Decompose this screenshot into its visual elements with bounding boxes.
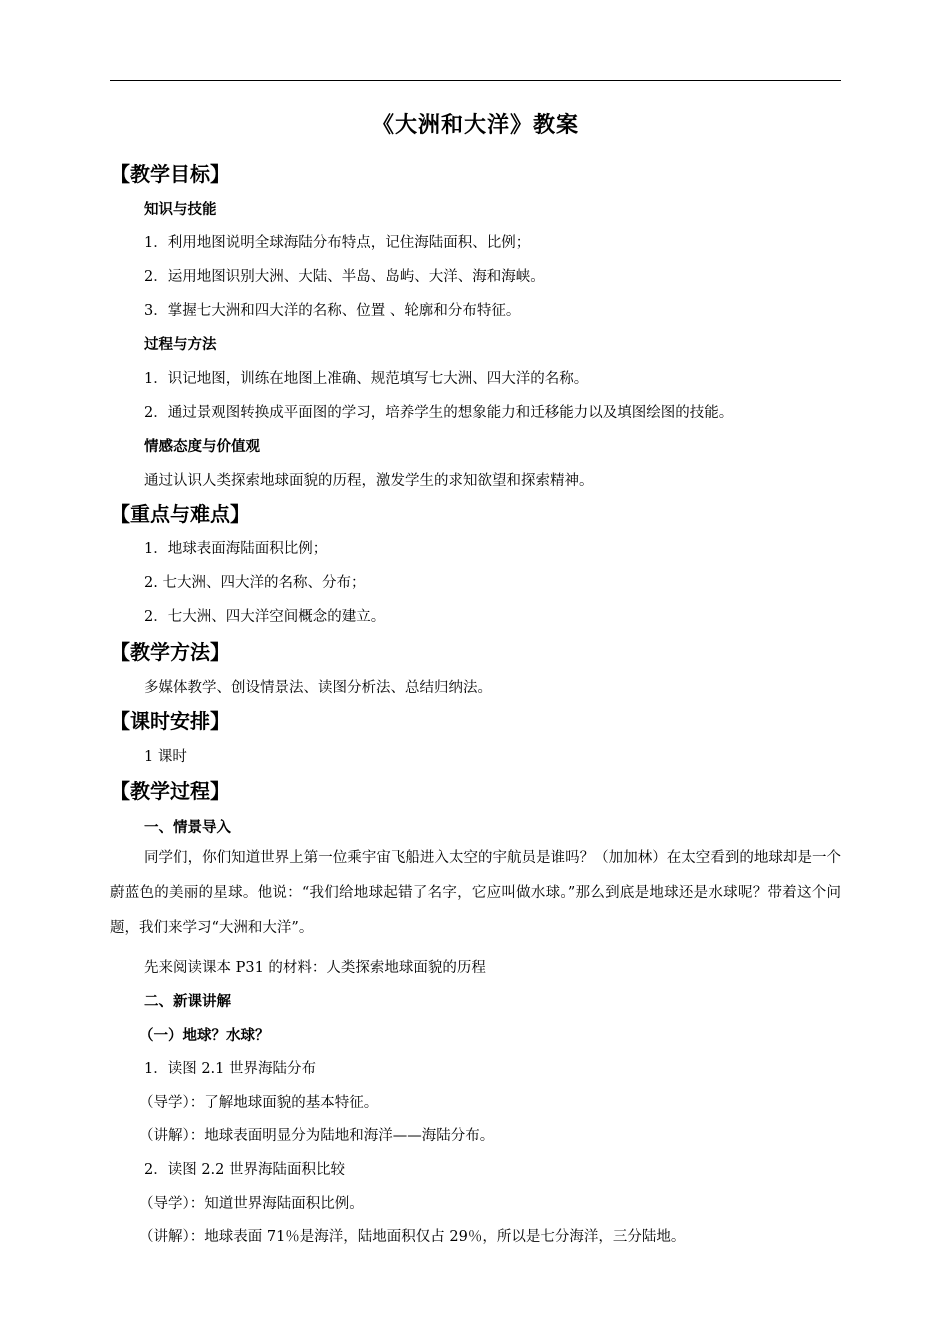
subheading-knowledge: 知识与技能 bbox=[144, 202, 217, 218]
subheading-new-lesson: 二、新课讲解 bbox=[144, 994, 231, 1010]
reading-line: 先来阅读课本 P31 的材料：人类探索地球面貌的历程 bbox=[144, 960, 486, 976]
methods-text: 多媒体教学、创设情景法、读图分析法、总结归纳法。 bbox=[144, 680, 492, 696]
lesson-line-5: （导学）：知道世界海陆面积比例。 bbox=[139, 1196, 364, 1212]
knowledge-item-1: 1．利用地图说明全球海陆分布特点，记住海陆面积、比例； bbox=[144, 235, 531, 251]
process-item-2: 2．通过景观图转换成平面图的学习，培养学生的想象能力和迁移能力以及填图绘图的技能。 bbox=[144, 405, 734, 421]
document-title: 《大洲和大洋》教案 bbox=[371, 113, 579, 138]
process-item-1: 1．识记地图，训练在地图上准确、规范填写七大洲、四大洋的名称。 bbox=[144, 371, 589, 387]
lesson-line-2: （导学）：了解地球面貌的基本特征。 bbox=[139, 1095, 379, 1111]
section-heading-methods: 【教学方法】 bbox=[110, 640, 230, 664]
lesson-line-1: 1．读图 2.1 世界海陆分布 bbox=[144, 1061, 317, 1077]
schedule-text: 1 课时 bbox=[144, 749, 187, 765]
section-heading-key-points: 【重点与难点】 bbox=[110, 502, 250, 526]
key-point-3: 2．七大洲、四大洋空间概念的建立。 bbox=[144, 609, 386, 625]
key-point-2: 2. 七大洲、四大洋的名称、分布； bbox=[144, 575, 366, 591]
intro-paragraph: 同学们，你们知道世界上第一位乘宇宙飞船进入太空的宇航员是谁吗？（加加林）在太空看到的地球却是一个蔚蓝色的美丽的星球。他说：“我们给地球起错了名字，它应叫做水球。”那么到底是地球还是水球呢？带着这个问题，我们来学习“大洲和大洋”。 bbox=[110, 850, 841, 936]
section-heading-goals: 【教学目标】 bbox=[110, 162, 230, 186]
header-rule bbox=[110, 80, 841, 81]
subheading-process-method: 过程与方法 bbox=[144, 337, 217, 353]
lesson-line-3: （讲解）：地球表面明显分为陆地和海洋——海陆分布。 bbox=[139, 1128, 495, 1144]
subheading-intro: 一、情景导入 bbox=[144, 820, 231, 836]
knowledge-item-2: 2．运用地图识别大洲、大陆、半岛、岛屿、大洋、海和海峡。 bbox=[144, 269, 545, 285]
subheading-emotion: 情感态度与价值观 bbox=[144, 439, 260, 455]
key-point-1: 1．地球表面海陆面积比例； bbox=[144, 541, 328, 557]
lesson-line-6: （讲解）：地球表面 71％是海洋，陆地面积仅占 29％，所以是七分海洋，三分陆地。 bbox=[139, 1229, 686, 1245]
subheading-earth-water: （一）地球？水球？ bbox=[139, 1028, 270, 1044]
section-heading-schedule: 【课时安排】 bbox=[110, 709, 230, 733]
lesson-line-4: 2．读图 2.2 世界海陆面积比较 bbox=[144, 1162, 346, 1178]
knowledge-item-3: 3．掌握七大洲和四大洋的名称、位置 、轮廓和分布特征。 bbox=[144, 303, 521, 319]
section-heading-teaching-process: 【教学过程】 bbox=[110, 779, 230, 803]
emotion-text: 通过认识人类探索地球面貌的历程，激发学生的求知欲望和探索精神。 bbox=[144, 473, 594, 489]
